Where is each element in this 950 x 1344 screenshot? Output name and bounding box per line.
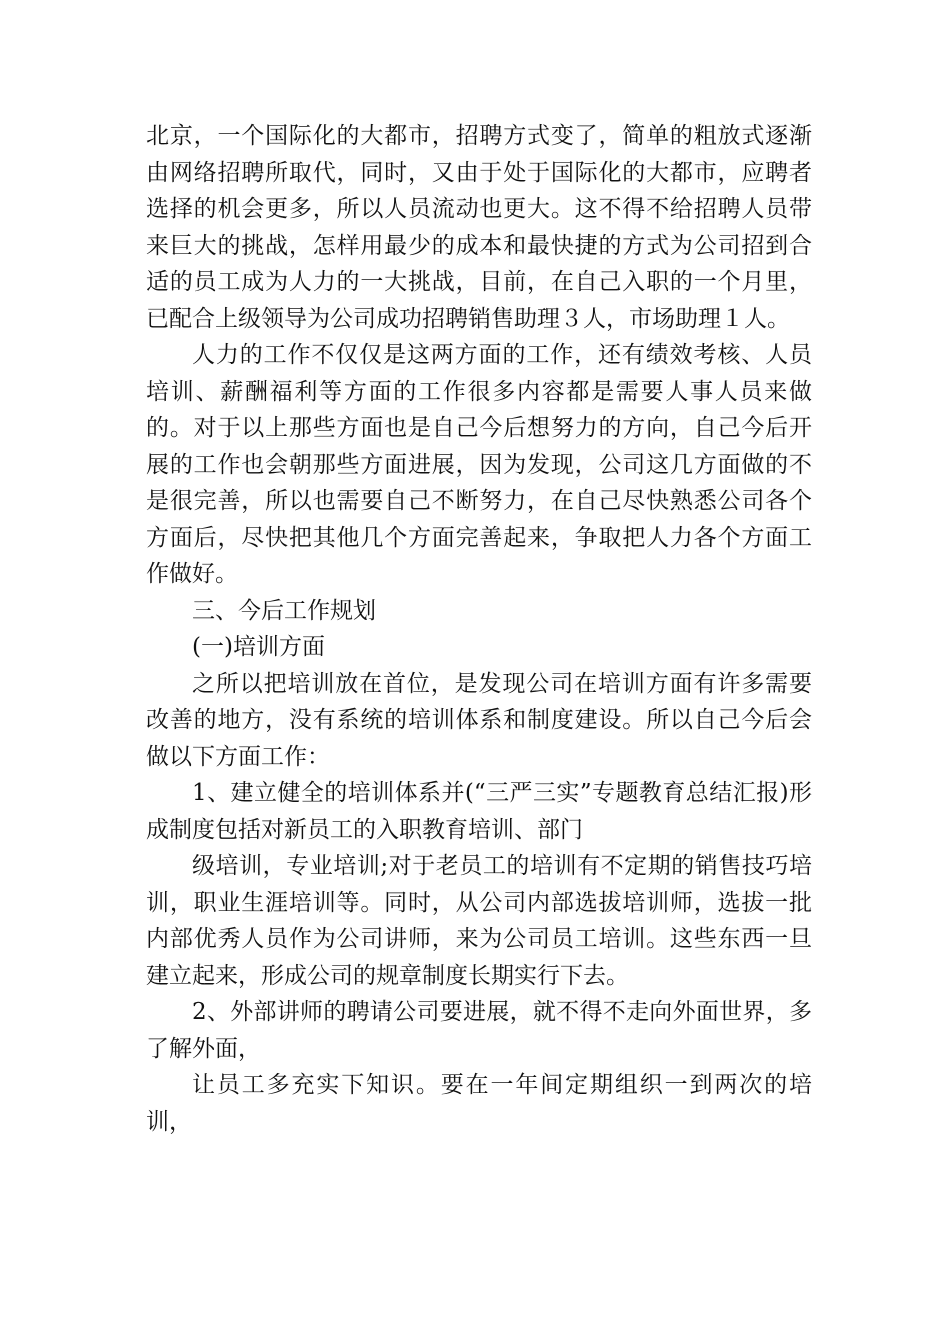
list-item-1-training-system: 1、建立健全的培训体系并(“三严三实”专题教育总结汇报)形成制度包括对新员工的入职教育培训、部门 (146, 780, 812, 843)
document-page (146, 118, 812, 1140)
paragraph-recruitment: 北京，一个国际化的大都市，招聘方式变了，简单的粗放式逐渐由网络招聘所取代，同时，又由于处于国际化的大都市，应聘者选择的机会更多，所以人员流动也更大。这不得不给招聘人员带来巨大的挑战，怎样用最少的成本和最快捷的方式为公司招到合适的员工成为人力的一大挑战，目前，在自己入职的一个月里，已配合上级领导为公司成功招聘销售助理３人，市场助理１人。 (146, 123, 812, 332)
paragraph-training-levels: 级培训，专业培训;对于老员工的培训有不定期的销售技巧培训，职业生涯培训等。同时，从公司内部选拔培训师，选拔一批内部优秀人员作为公司讲师，来为公司员工培训。这些东西一旦建立起来，形成公司的规章制度长期实行下去。 (146, 853, 812, 989)
paragraph-employee-knowledge: 让员工多充实下知识。要在一年间定期组织一到两次的培训， (146, 1072, 812, 1135)
paragraph-hr-work: 人力的工作不仅仅是这两方面的工作，还有绩效考核、人员培训、薪酬福利等方面的工作很多内容都是需要人事人员来做的。对于以上那些方面也是自己今后想努力的方向，自己今后开展的工作也会朝那些方面进展，因为发现，公司这几方面做的不是很完善，所以也需要自己不断努力，在自己尽快熟悉公司各个方面后，尽快把其他几个方面完善起来，争取把人力各个方面工作做好。 (146, 342, 812, 587)
section-heading-future-plan: 三、今后工作规划 (192, 597, 376, 624)
subsection-heading-training: (一)培训方面 (192, 634, 325, 660)
list-item-2-external-lecturers: 2、外部讲师的聘请公司要进展，就不得不走向外面世界，多了解外面， (146, 999, 812, 1062)
paragraph-training-priority: 之所以把培训放在首位，是发现公司在培训方面有许多需要改善的地方，没有系统的培训体系和制度建设。所以自己今后会做以下方面工作： (146, 670, 812, 770)
